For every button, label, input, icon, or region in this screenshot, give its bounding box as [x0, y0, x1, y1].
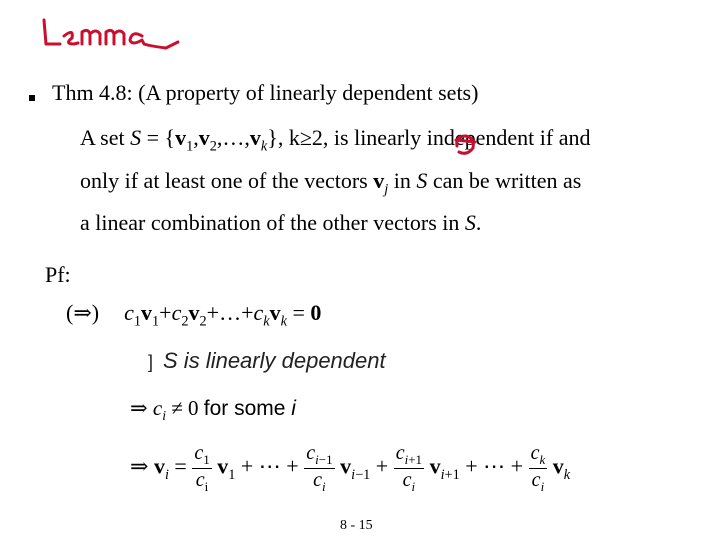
proof-step-3-equation: ⇒ $v_i$ = $\frac{c_1}{c_i}$ $v_1$ + ⋯ + $\frac{c_{i-1}}{c_i}$ $v_{i-1}$ + $\frac{c_{i+1}}{c_i}$ $v_{i+1}$ + ⋯ + $\frac{c_k}{c_i}$ $v_k$	[130, 442, 571, 494]
forward-direction: (⇒)	[66, 300, 100, 325]
theorem-line-1-rest: , k≥2, is linearly independent if and	[277, 125, 591, 150]
fraction-ck-over-ci: $\frac{c_k}{c_i}$	[530, 442, 546, 494]
bullet-square	[29, 95, 35, 101]
proof-label: Pf:	[45, 262, 71, 287]
handwritten-heading-lemma	[38, 14, 188, 54]
implies-icon: ⇒	[130, 396, 148, 420]
theorem-line-2: only if at least one of the vectors $v_j$ in S can be written as	[80, 168, 582, 198]
theorem-line-3: a linear combination of the other vectors in S.	[80, 210, 482, 235]
theorem-line-1: A set $S = \{v_1,v_2,\dots,v_k\}$, k≥2, is linearly independent if and	[80, 125, 591, 155]
fraction-c1-over-ci: $\frac{c_1}{c_i}$	[194, 442, 210, 494]
theorem-title: Thm 4.8: (A property of linearly dependent sets)	[52, 80, 479, 105]
implies-icon: ⇒	[130, 453, 149, 479]
proof-step-2: ⇒ $c_i \ne 0$ for some i	[130, 396, 296, 424]
fraction-ci-plus-1-over-ci: $\frac{c_{i+1}}{c_i}$	[395, 442, 423, 494]
proof-note-s-linearly-dependent: ] S is linearly dependent	[148, 348, 386, 373]
bracket-glyph: ]	[148, 352, 154, 372]
proof-step-1: (⇒) $c_1v_1+c_2v_2+\dots+c_kv_k = 0$	[66, 300, 322, 330]
fraction-ci-minus-1-over-ci: $\frac{c_{i-1}}{c_i}$	[306, 442, 333, 494]
page-number: 8 - 15	[340, 518, 373, 533]
handwritten-correction-mark	[451, 128, 481, 158]
